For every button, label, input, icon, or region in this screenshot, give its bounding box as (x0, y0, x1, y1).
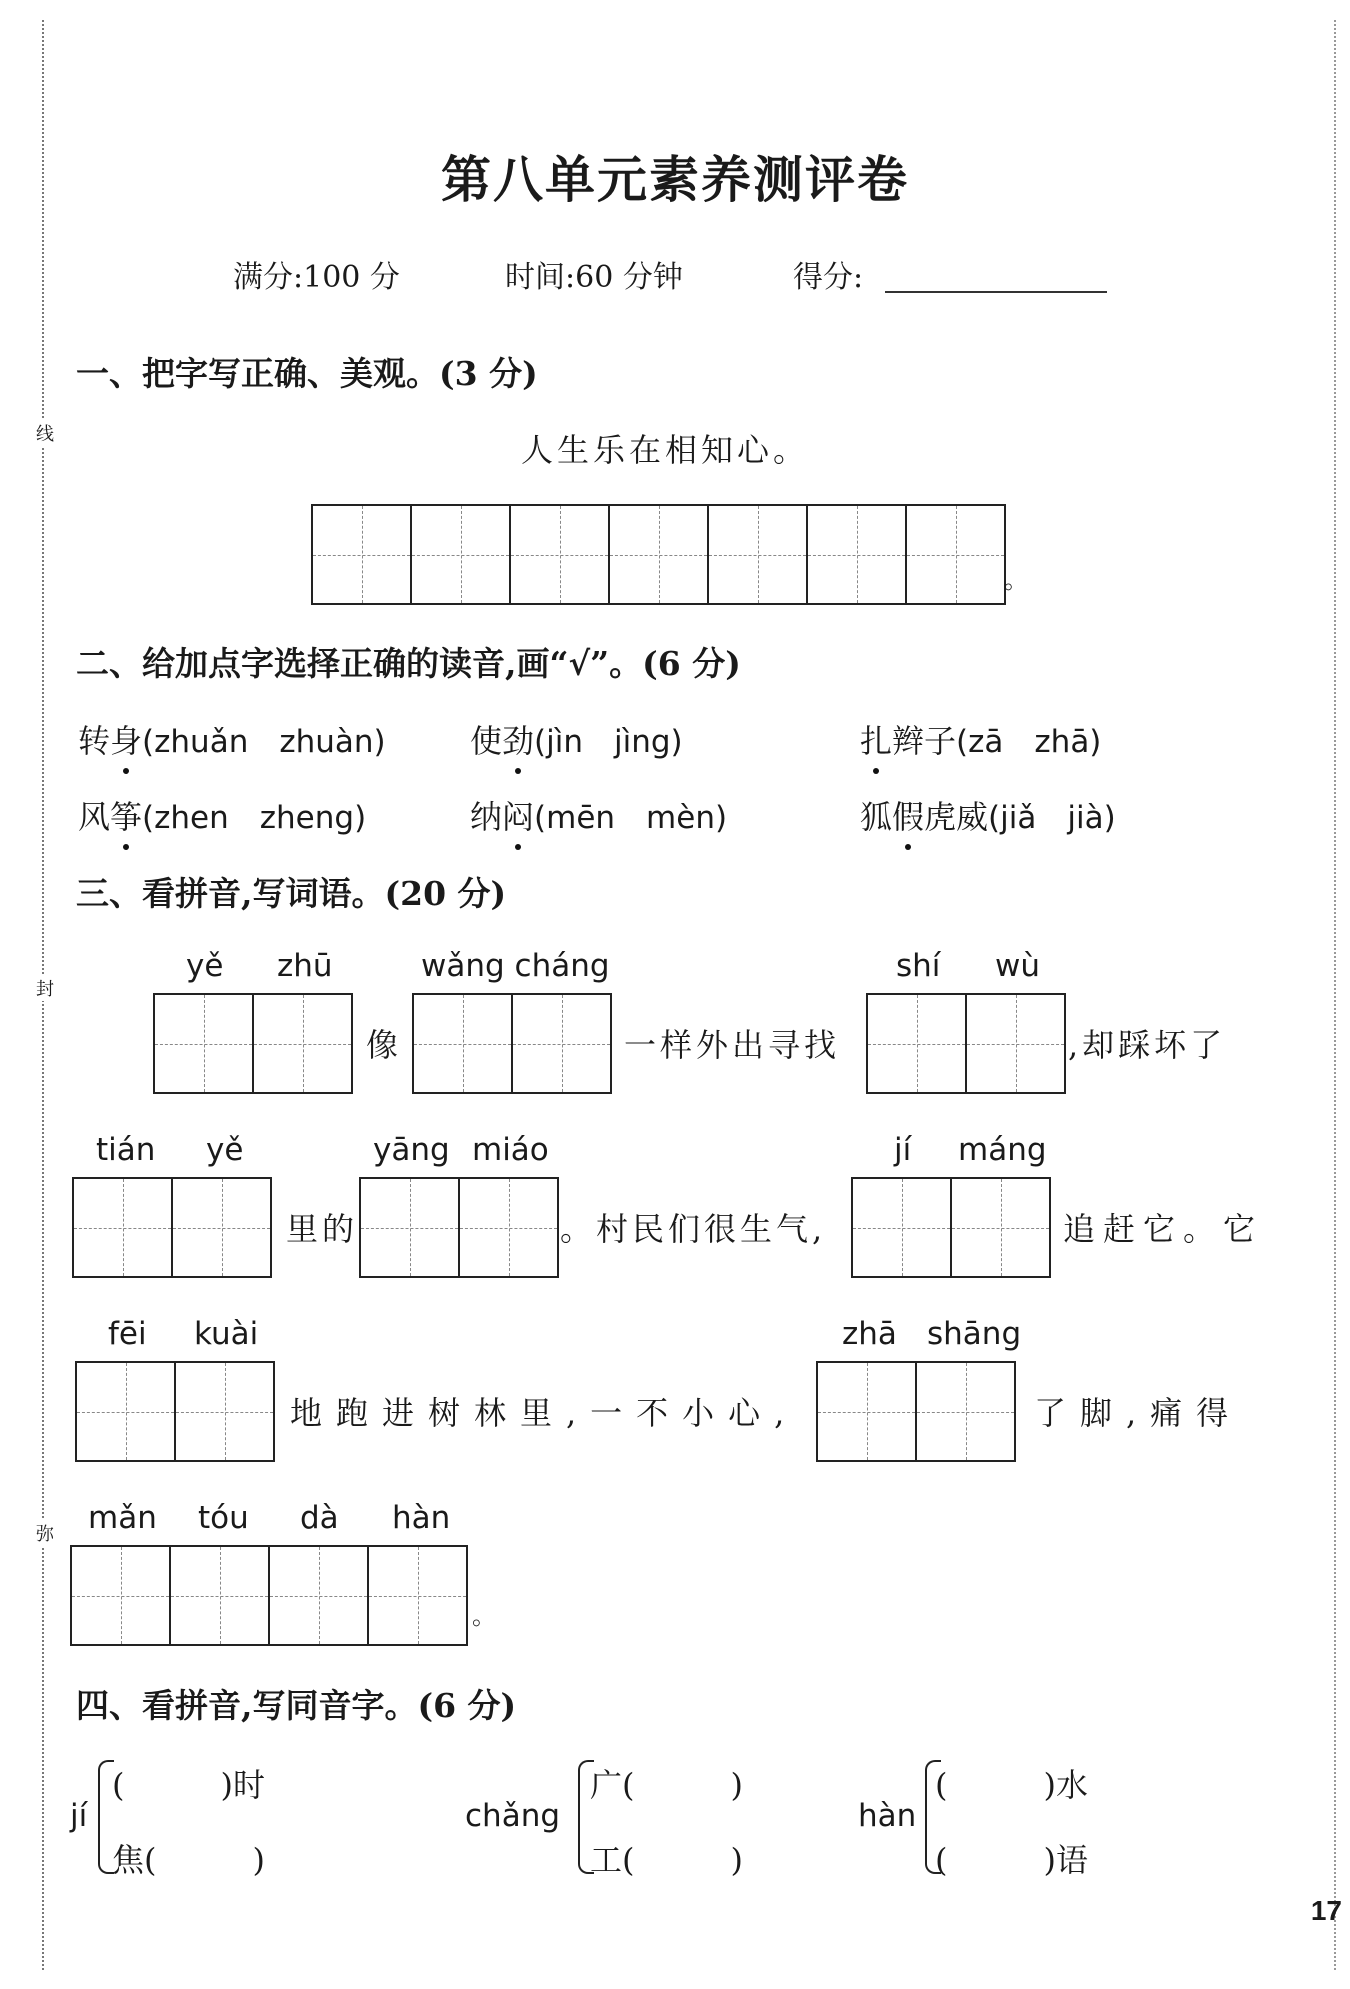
homophone-blank[interactable]: 广( ) (590, 1766, 743, 1804)
writing-grid-shiwu[interactable] (866, 993, 1066, 1094)
section1-heading: 一、把字写正确、美观。(3 分) (76, 354, 538, 393)
writing-grid-feikuai[interactable] (75, 1361, 275, 1462)
end-mark: 。 (1004, 566, 1028, 594)
blank-text: 地跑进树林里,一不小心, (290, 1394, 799, 1432)
page-title: 第八单元素养测评卷 (441, 150, 909, 209)
blank-text: 里的 (286, 1210, 359, 1248)
copy-sentence: 人生乐在相知心。 (521, 431, 810, 469)
pronunciation-item[interactable]: 使劲(jìn jìng) (470, 716, 683, 762)
pinyin-label: yāng (373, 1132, 450, 1168)
binding-mark-mi: 弥 (30, 1520, 56, 1546)
binding-mark-feng: 封 (30, 975, 56, 1001)
pronunciation-item[interactable]: 纳闷(mēn mèn) (470, 792, 727, 838)
exam-time: 时间:60 分钟 (505, 260, 683, 295)
pinyin-label: máng (958, 1132, 1047, 1168)
pinyin-label: zhū (277, 948, 333, 984)
pinyin-label: tián (96, 1132, 156, 1168)
group-pinyin: hàn (858, 1798, 917, 1834)
blank-text: 了脚,痛得 (1034, 1394, 1243, 1432)
pinyin-label: yě (186, 948, 224, 984)
pinyin-label: yě (206, 1132, 244, 1168)
end-mark: 。 (472, 1602, 496, 1630)
homophone-blank[interactable]: ( )时 (112, 1766, 265, 1804)
blank-text: 。村民们很生气, (560, 1210, 827, 1248)
writing-grid-yangmiao[interactable] (359, 1177, 559, 1278)
group-pinyin: jí (70, 1798, 88, 1834)
writing-grid-wangchang[interactable] (412, 993, 612, 1094)
score-blank[interactable] (885, 291, 1107, 293)
blank-text: 追赶它。它 (1063, 1210, 1264, 1248)
pinyin-label: tóu (198, 1500, 249, 1536)
writing-grid-sentence[interactable] (311, 504, 1006, 605)
pinyin-label: kuài (194, 1316, 259, 1352)
blank-text: 一样外出寻找 (624, 1026, 841, 1064)
blank-text: 像 (366, 1026, 399, 1064)
group-pinyin: chǎng (465, 1798, 561, 1834)
page-number: 17 (1310, 1895, 1342, 1926)
pronunciation-item[interactable]: 扎辫子(zā zhā) (860, 716, 1101, 762)
writing-grid-zhashang[interactable] (816, 1361, 1016, 1462)
section4-heading: 四、看拼音,写同音字。(6 分) (76, 1686, 517, 1725)
homophone-blank[interactable]: ( )语 (935, 1841, 1088, 1879)
pinyin-label: shāng (927, 1316, 1022, 1352)
homophone-blank[interactable]: ( )水 (935, 1766, 1088, 1804)
binding-mark-xian: 线 (30, 420, 56, 446)
pinyin-label: dà (300, 1500, 339, 1536)
pinyin-label: zhā (842, 1316, 897, 1352)
right-edge-dotted-line (1334, 20, 1336, 1970)
writing-grid-yezhu[interactable] (153, 993, 353, 1094)
pinyin-label: shí (896, 948, 941, 984)
pinyin-label: wù (995, 948, 1041, 984)
pinyin-label: miáo (472, 1132, 549, 1168)
pinyin-label: wǎng cháng (421, 948, 610, 984)
pinyin-label: mǎn (88, 1500, 157, 1536)
blank-text: ,却踩坏了 (1068, 1026, 1227, 1064)
pinyin-label: jí (894, 1132, 912, 1168)
homophone-blank[interactable]: 焦( ) (112, 1841, 265, 1879)
pronunciation-item[interactable]: 狐假虎威(jiǎ jià) (860, 792, 1116, 838)
section2-heading: 二、给加点字选择正确的读音,画“√”。(6 分) (76, 644, 741, 683)
writing-grid-jimang[interactable] (851, 1177, 1051, 1278)
writing-grid-mantoudahan[interactable] (70, 1545, 468, 1646)
pronunciation-item[interactable]: 转身(zhuǎn zhuàn) (78, 716, 386, 762)
score-label: 得分: (793, 260, 864, 295)
full-score: 满分:100 分 (233, 260, 400, 295)
writing-grid-tianye[interactable] (72, 1177, 272, 1278)
pinyin-label: fēi (108, 1316, 147, 1352)
homophone-blank[interactable]: 工( ) (590, 1841, 743, 1879)
section3-heading: 三、看拼音,写词语。(20 分) (76, 874, 507, 913)
pronunciation-item[interactable]: 风筝(zhen zheng) (78, 792, 366, 838)
pinyin-label: hàn (392, 1500, 451, 1536)
